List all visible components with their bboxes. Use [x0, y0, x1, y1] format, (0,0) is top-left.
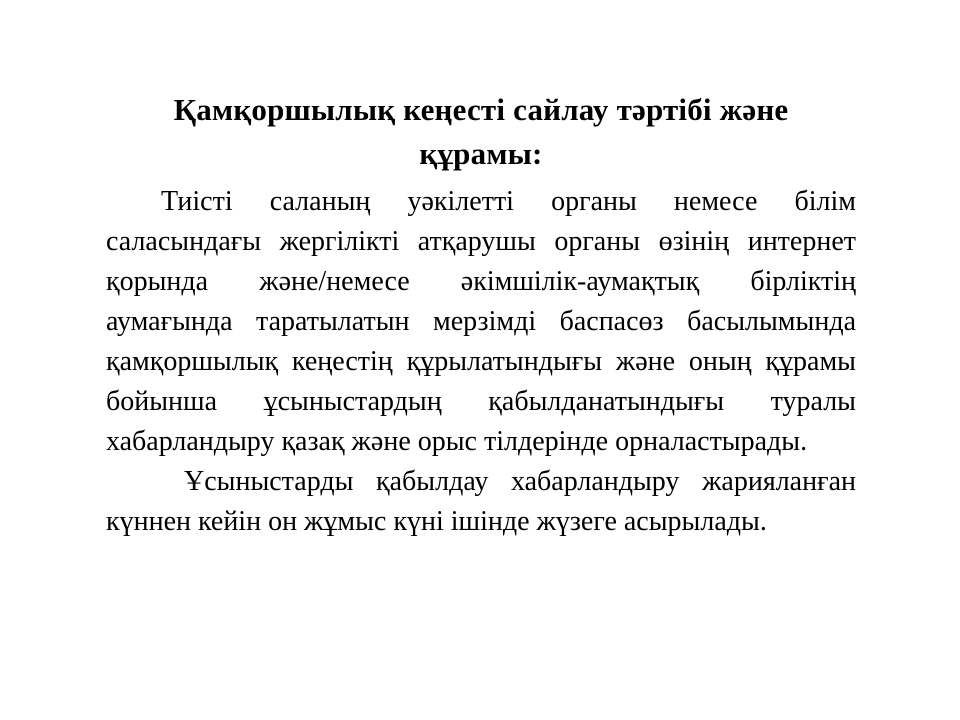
slide-title: Қамқоршылық кеңесті сайлау тәртібі және құрамы:: [173, 92, 789, 172]
slide-content: [106, 88, 856, 542]
body-paragraph-2: Ұсыныстарды қабылдау хабарландыру жарияланған күннен кейін он жұмыс күні ішінде жүзеге асырылады.: [106, 466, 856, 538]
body-paragraph-1: Тиісті саланың уәкілетті органы немесе білім саласындағы жергілікті атқарушы органы өзінің интернет қорында және/немесе әкімшілік-аумақтық бірліктің аумағында таратылатын мерзімді баспасөз басылымында қамқоршылық кеңестің құрылатындығы және оның құрамы бойынша ұсыныстардың қабылданатындығы туралы хабарландыру қазақ және орыс тілдерінде орналастырады.: [106, 186, 856, 458]
